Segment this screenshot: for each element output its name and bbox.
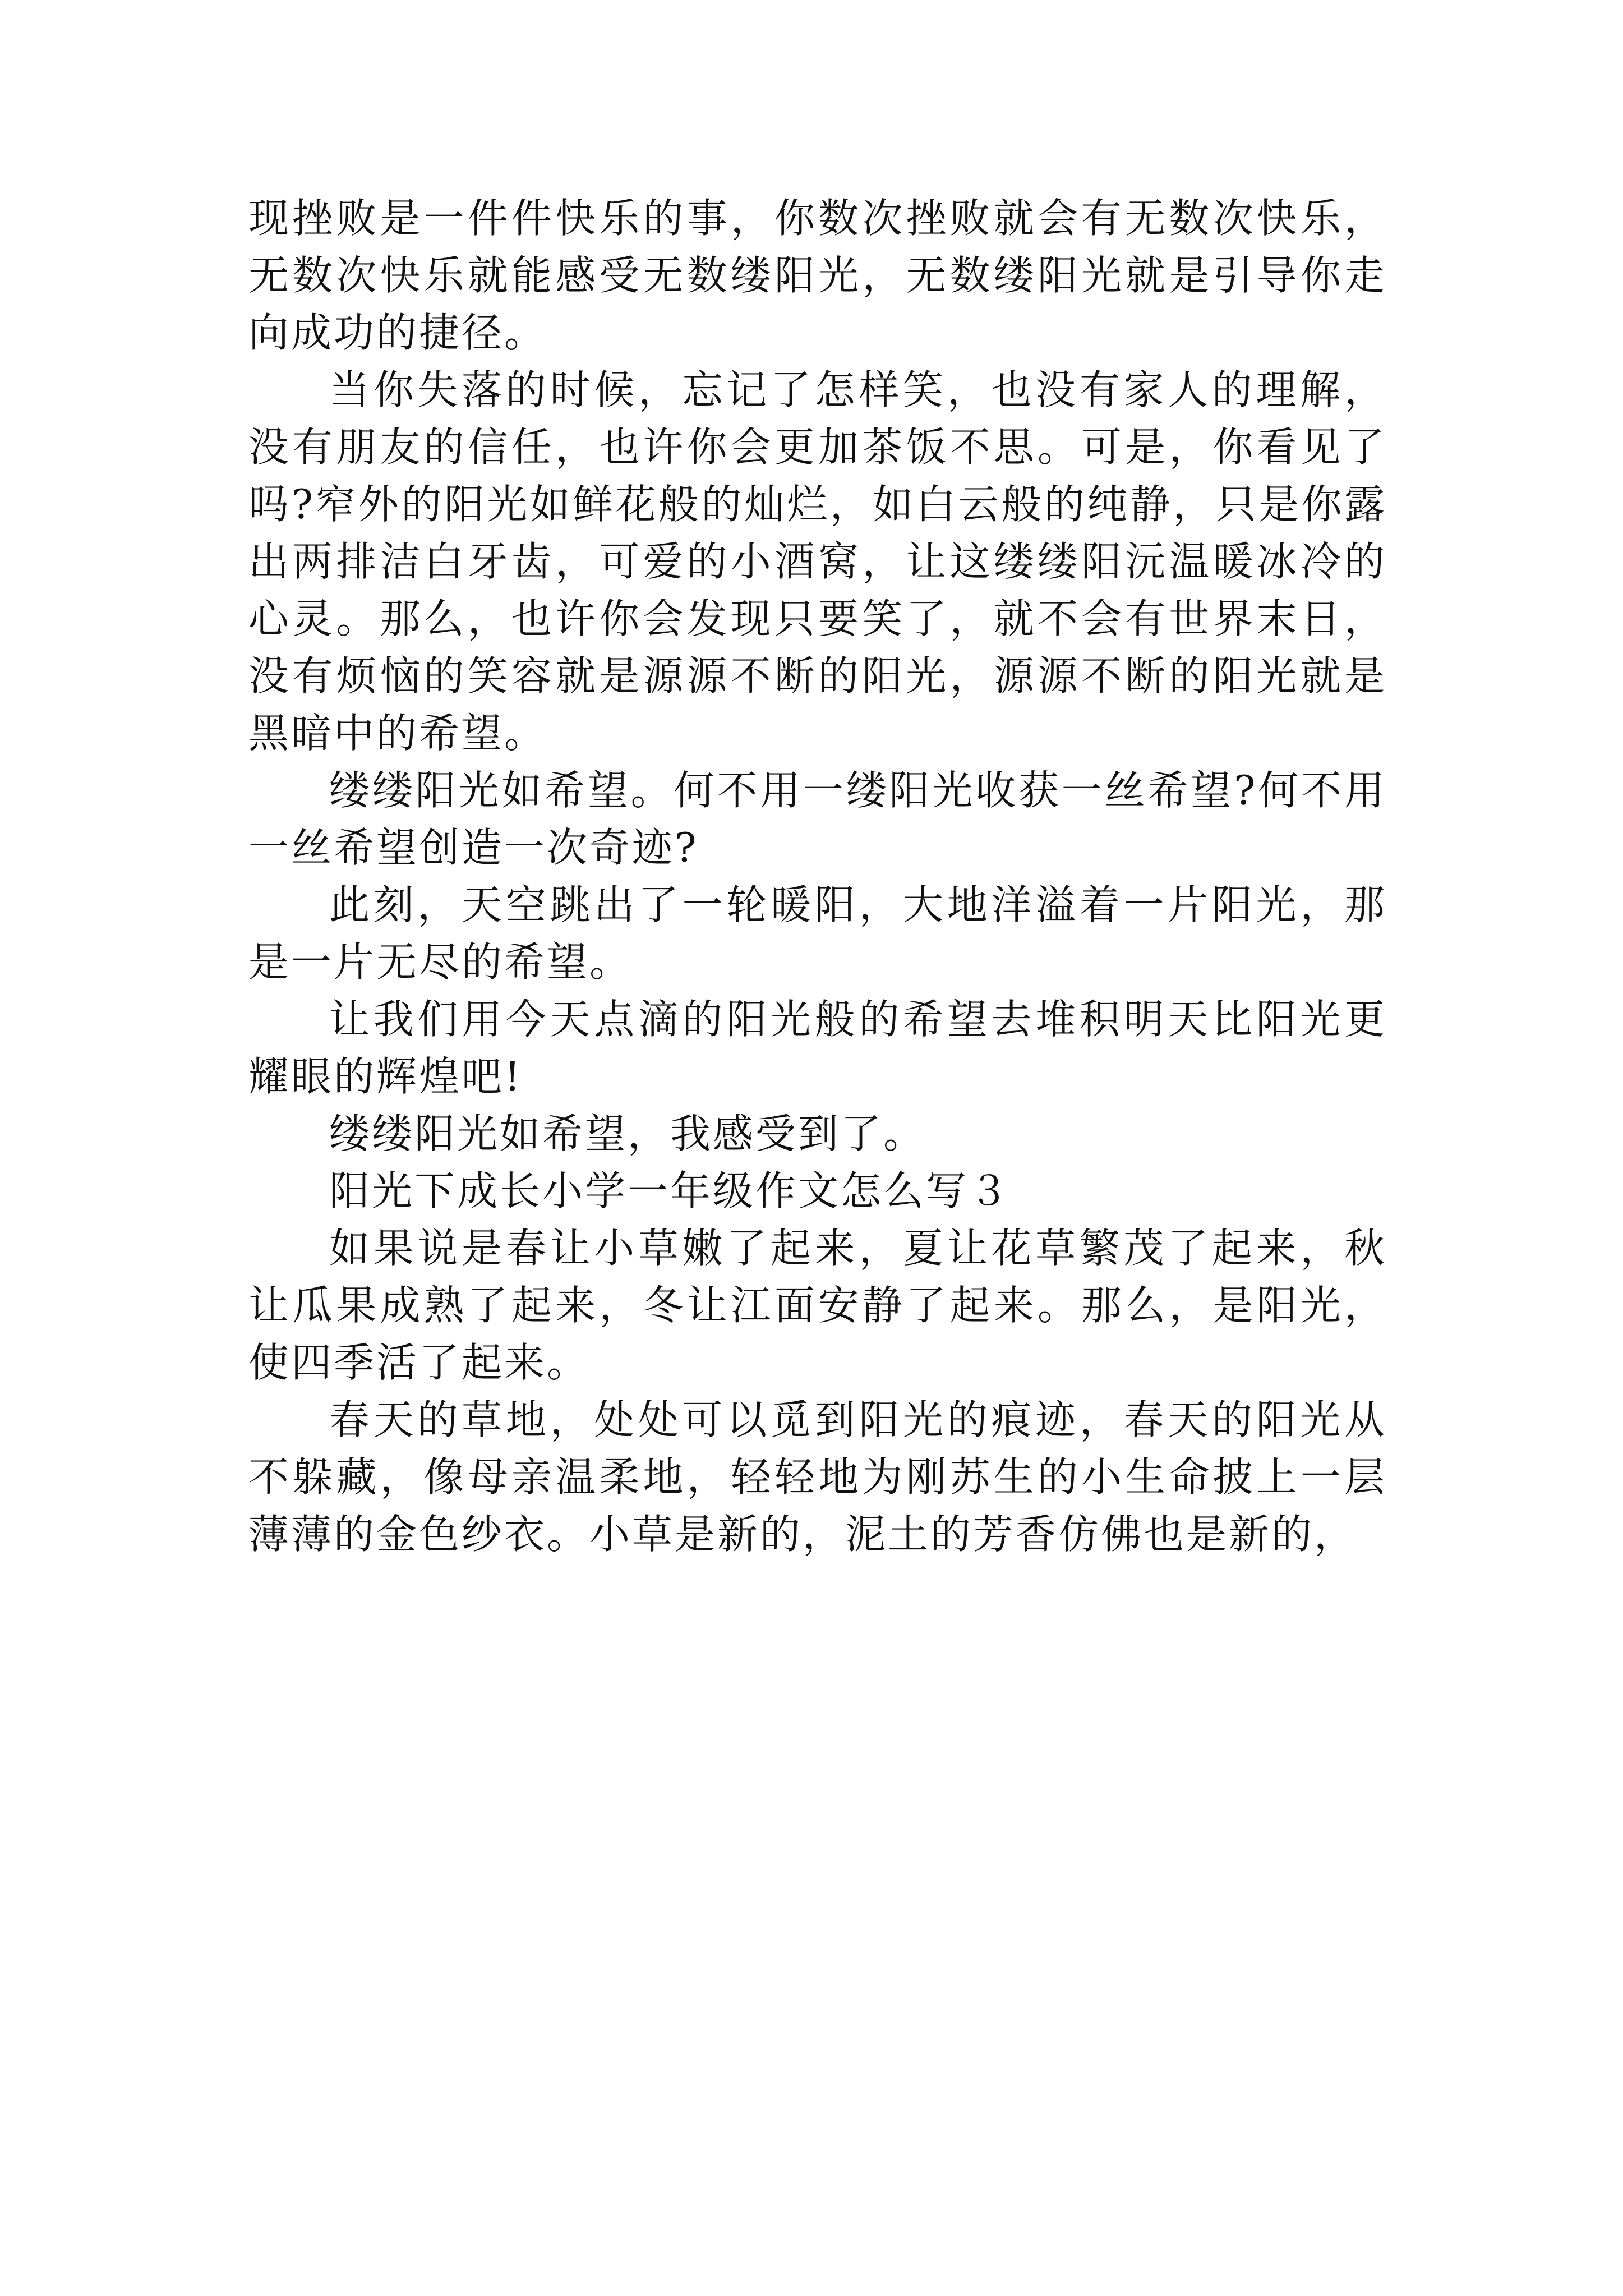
paragraph-2: 当你失落的时候，忘记了怎样笑，也没有家人的理解，没有朋友的信任，也许你会更加茶饭不思。可是，你看见了吗?窄外的阳光如鲜花般的灿烂，如白云般的纯静，只是你露出两排洁白牙齿，可爱的小酒窝，让这缕缕阳沅温暖冰冷的心灵。那么，也许你会发现只要笑了，就不会有世界末日，没有烦恼的笑容就是源源不断的阳光，源源不断的阳光就是黑暗中的希望。 (248, 366, 1387, 757)
essay-body (248, 190, 1387, 1563)
section-heading: 阳光下成长小学一年级作文怎么写３ (329, 1167, 1012, 1214)
paragraph-1: 现挫败是一件件快乐的事，你数次挫败就会有无数次快乐，无数次快乐就能感受无数缕阳光，无数缕阳光就是引导你走向成功的捷径。 (248, 195, 1387, 356)
paragraph-7: 如果说是春让小草嫩了起来，夏让花草繁茂了起来，秋让瓜果成熟了起来，冬让江面安静了起来。那么，是阳光，使四季活了起来。 (248, 1225, 1387, 1386)
paragraph-3: 缕缕阳光如希望。何不用一缕阳光收获一丝希望?何不用一丝希望创造一次奇迹? (248, 767, 1387, 871)
paragraph-6: 缕缕阳光如希望，我感受到了。 (329, 1110, 926, 1157)
paragraph-8: 春天的草地，处处可以觅到阳光的痕迹，春天的阳光从不躲藏，像母亲温柔地，轻轻地为刚苏生的小生命披上一层薄薄的金色纱衣。小草是新的，泥土的芳香仿佛也是新的， (248, 1396, 1387, 1558)
paragraph-5: 让我们用今天点滴的阳光般的希望去堆积明天比阳光更耀眼的辉煌吧! (248, 996, 1387, 1100)
paragraph-4: 此刻，天空跳出了一轮暖阳，大地洋溢着一片阳光，那是一片无尽的希望。 (248, 881, 1387, 986)
